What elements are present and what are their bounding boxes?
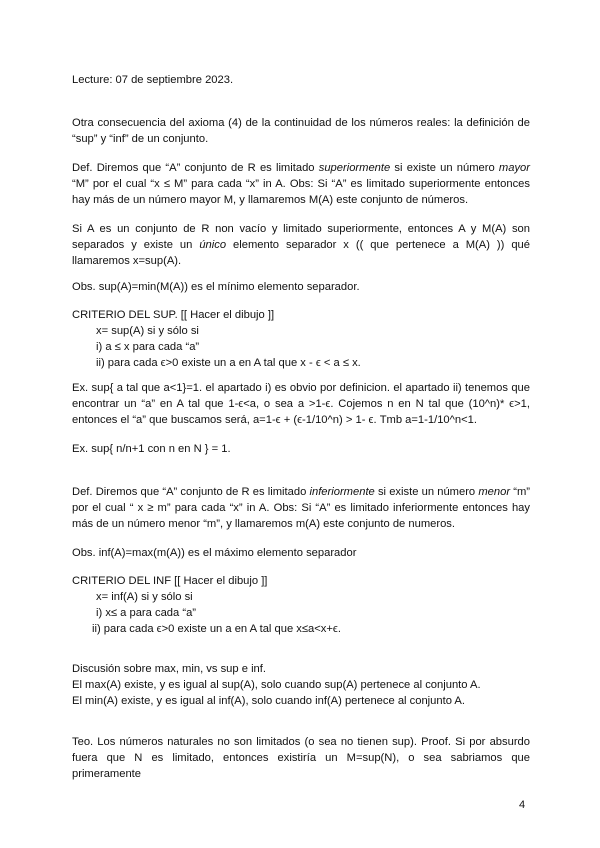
example-1-paragraph: Ex. sup{ a tal que a<1}=1. el apartado i) es obvio por definicion. el apartado ii) tenemos que encontrar un “a” en A tal que 1-ϵ<a, o sea a >1-ϵ. Cojemos n en N tal que (10^n)* ϵ>1, entonces el “a” que buscamos será, a=1-ϵ + (ϵ-1/10^n) > 1- ϵ. Tmb a=1-1/10^n<1. [72,382,530,426]
criterio-sup-title: CRITERIO DEL SUP. [[ Hacer el dibujo ]] [72,309,275,321]
criterio-inf-line-3: ii) para cada ϵ>0 existe un a en A tal que x≤a<x+ϵ. [92,623,341,635]
criterio-sup-block [72,307,530,371]
inferiormente-emphasis: inferiormente [309,486,375,498]
discusion-block [72,661,530,709]
discusion-line-2: El max(A) existe, y es igual al sup(A), solo cuando sup(A) pertenece al conjunto A. [72,679,481,691]
discusion-line-1: Discusión sobre max, min, vs sup e inf. [72,663,266,675]
criterio-inf-block [72,573,530,637]
criterio-sup-line-2: i) a ≤ x para cada “a” [96,341,200,353]
unico-emphasis: único [199,239,227,251]
definition-sup-paragraph: Def. Diremos que “A” conjunto de R es limitado superiormente si existe un número mayor “M” por el cual “x ≤ M” para cada “x” in A. Obs: Si “A” es limitado superiormente entonces hay más de un número mayor M, y llamaremos M(A) este conjunto de números. [72,162,530,206]
mayor-emphasis: mayor [498,162,530,174]
obs-inf: Obs. inf(A)=max(m(A)) es el máximo elemento separador [72,547,357,559]
superiormente-emphasis: superiormente [318,162,391,174]
lecture-date: Lecture: 07 de septiembre 2023. [72,74,234,86]
criterio-inf-line-2: i) x≤ a para cada “a” [96,607,197,619]
obs-sup: Obs. sup(A)=min(M(A)) es el mínimo elemento separador. [72,281,360,293]
definition-inf-paragraph: Def. Diremos que “A” conjunto de R es limitado inferiormente si existe un número menor “m” por el cual “ x ≥ m” para cada “x” in A. Obs: Si “A” es limitado inferiormente entonces hay más de un número menor “m”, y llamaremos m(A) este conjunto de numeros. [72,486,530,530]
criterio-inf-line-1: x= inf(A) si y sólo si [96,591,193,603]
page-number: 4 [519,799,526,811]
criterio-sup-line-1: x= sup(A) si y sólo si [96,325,199,337]
discusion-line-3: El min(A) existe, y es igual al inf(A), solo cuando inf(A) pertenece al conjunto A. [72,695,465,707]
menor-emphasis: menor [478,486,511,498]
theorem-paragraph: Teo. Los números naturales no son limitados (o sea no tienen sup). Proof. Si por absurdo fuera que N es limitado, entonces existiría un M=sup(N), o sea sabriamos que primeramente [72,736,530,780]
intro-paragraph: Otra consecuencia del axioma (4) de la continuidad de los números reales: la definición de “sup” y “inf” de un conjunto. [72,117,530,145]
criterio-sup-line-3: ii) para cada ϵ>0 existe un a en A tal que x - ϵ < a ≤ x. [96,357,361,369]
separator-paragraph: Si A es un conjunto de R non vacío y limitado superiormente, entonces A y M(A) son separados y existe un único elemento separador x (( que pertenece a M(A) )) qué llamaremos x=sup(A). [72,223,530,267]
criterio-inf-title: CRITERIO DEL INF [[ Hacer el dibujo ]] [72,575,268,587]
example-2-paragraph: Ex. sup{ n/n+1 con n en N } = 1. [72,443,231,455]
